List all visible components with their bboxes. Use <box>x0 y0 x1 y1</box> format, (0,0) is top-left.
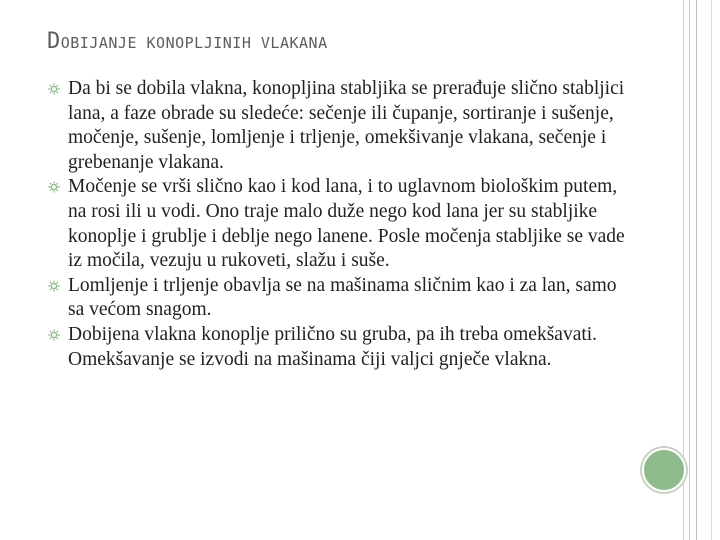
slide-title <box>47 18 328 56</box>
bullet-item <box>48 77 633 175</box>
decorative-circle <box>642 448 686 492</box>
decorative-vertical-line <box>711 0 712 540</box>
bullet-text: Lomljenje i trljenje obavlja se na mašinama sličnim kao i za lan, samo sa većom snagom. <box>68 274 617 321</box>
sun-bullet-icon <box>48 83 60 95</box>
bullet-item <box>48 274 633 323</box>
decorative-vertical-line <box>689 0 690 540</box>
bullet-text: Da bi se dobila vlakna, konopljina stabljika se prerađuje slično stabljici lana, a faze obrade su sledeće: sečenje ili čupanje, sortiranje i sušenje, močenje, sušenje, lomljenje i trljenje, omekšivanje vlakana, sečenje i grebenanje vlakana. <box>68 78 625 173</box>
slide-title-first-letter: D <box>47 29 61 54</box>
sun-bullet-icon <box>48 329 60 341</box>
bullet-list <box>48 77 633 372</box>
sun-bullet-icon <box>48 181 60 193</box>
bullet-text: Močenje se vrši slično kao i kod lana, i to uglavnom biološkim putem, na rosi ili u vodi. Ono traje malo duže nego kod lana jer su stabljike konoplje i grublje i deblje nego lanene. Posle močenja stabljike se vade iz močila, vezuju u rukoveti, slažu i suše. <box>68 176 625 272</box>
decorative-vertical-line <box>696 0 697 540</box>
slide-title-rest: OBIJANJE KONOPLJINIH VLAKANA <box>60 34 328 52</box>
bullet-text: Dobijena vlakna konoplje prilično su gruba, pa ih treba omekšavati. Omekšavanje se izvodi na mašinama čiji valjci gnječe vlakna. <box>68 323 598 370</box>
sun-bullet-icon <box>48 280 60 292</box>
bullet-item <box>48 175 633 273</box>
bullet-item <box>48 323 633 372</box>
